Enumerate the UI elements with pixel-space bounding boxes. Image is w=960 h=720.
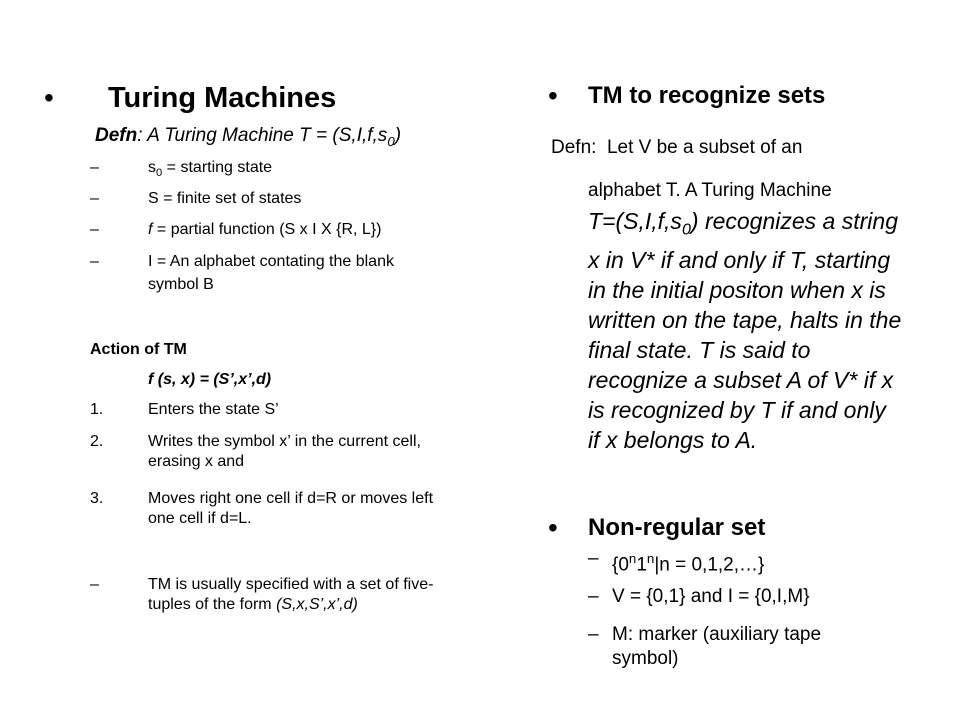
right-defn-line: Defn: Let V be a subset of an — [551, 137, 803, 158]
list-item: I = An alphabet contating the blank symbol B — [148, 253, 394, 293]
set-item: {$0^n1^n|n$ = 0,1,2,…} — [612, 551, 765, 576]
list-item: S = finite set of states — [148, 190, 302, 207]
list-marker: – — [90, 253, 99, 270]
step-number: 2. — [90, 433, 104, 450]
defn-text: : A Turing Machine T = (S,I,f,s — [137, 125, 388, 146]
defn-line — [95, 124, 401, 154]
list-item: f = partial function (S x I X {R, L}) — [148, 221, 382, 238]
set-marker: – — [588, 624, 599, 645]
set-item: V = {0,1} and I = {0,I,M} — [612, 586, 810, 607]
bullet-marker: • — [548, 512, 558, 543]
step-number: 3. — [90, 490, 104, 507]
defn-close: ) — [394, 125, 402, 146]
note-text: TM is usually specified with a set of five- tuples of the form (S,x,S’,x’,d) — [148, 576, 434, 613]
left-title: Turing Machines — [108, 82, 337, 114]
list-item: $s_0$ = starting state — [148, 159, 273, 180]
step-text: Moves right one cell if d=R or moves left one cell if d=L. — [148, 490, 434, 527]
note-marker: – — [90, 576, 99, 593]
set-marker: – — [588, 548, 599, 569]
step-number: 1. — [90, 401, 104, 418]
set-marker: – — [588, 586, 599, 607]
step-text: Enters the state S’ — [148, 401, 279, 418]
defn-label: Defn — [95, 125, 138, 146]
list-marker: – — [90, 159, 99, 176]
right-alpha-line: alphabet T. A Turing Machine — [588, 180, 832, 201]
list-marker: – — [90, 221, 99, 238]
action-heading: Action of TM — [90, 341, 187, 358]
right-paragraph: $T=(S,I,f,s_0)$ recognizes a string x in V* if and only if T, starting in the initial positon when x is written on the tape, halts in the final state. T is said to recognize a subset A of V* if x is recognized by T if and only if x belongs to A. — [588, 208, 902, 453]
defn-sub: 0 — [387, 133, 395, 149]
step-text: Writes the symbol x’ in the current cell, erasing x and — [148, 433, 421, 470]
right-heading-nonregular: Non-regular set — [588, 514, 766, 541]
set-item: M: marker (auxiliary tape symbol) — [612, 624, 822, 669]
formula: f (s, x) = (S’,x’,d) — [148, 371, 272, 388]
bullet-marker: • — [548, 80, 558, 111]
bullet-marker: • — [44, 82, 54, 113]
right-heading-recognize: TM to recognize sets — [588, 82, 826, 109]
list-marker: – — [90, 190, 99, 207]
